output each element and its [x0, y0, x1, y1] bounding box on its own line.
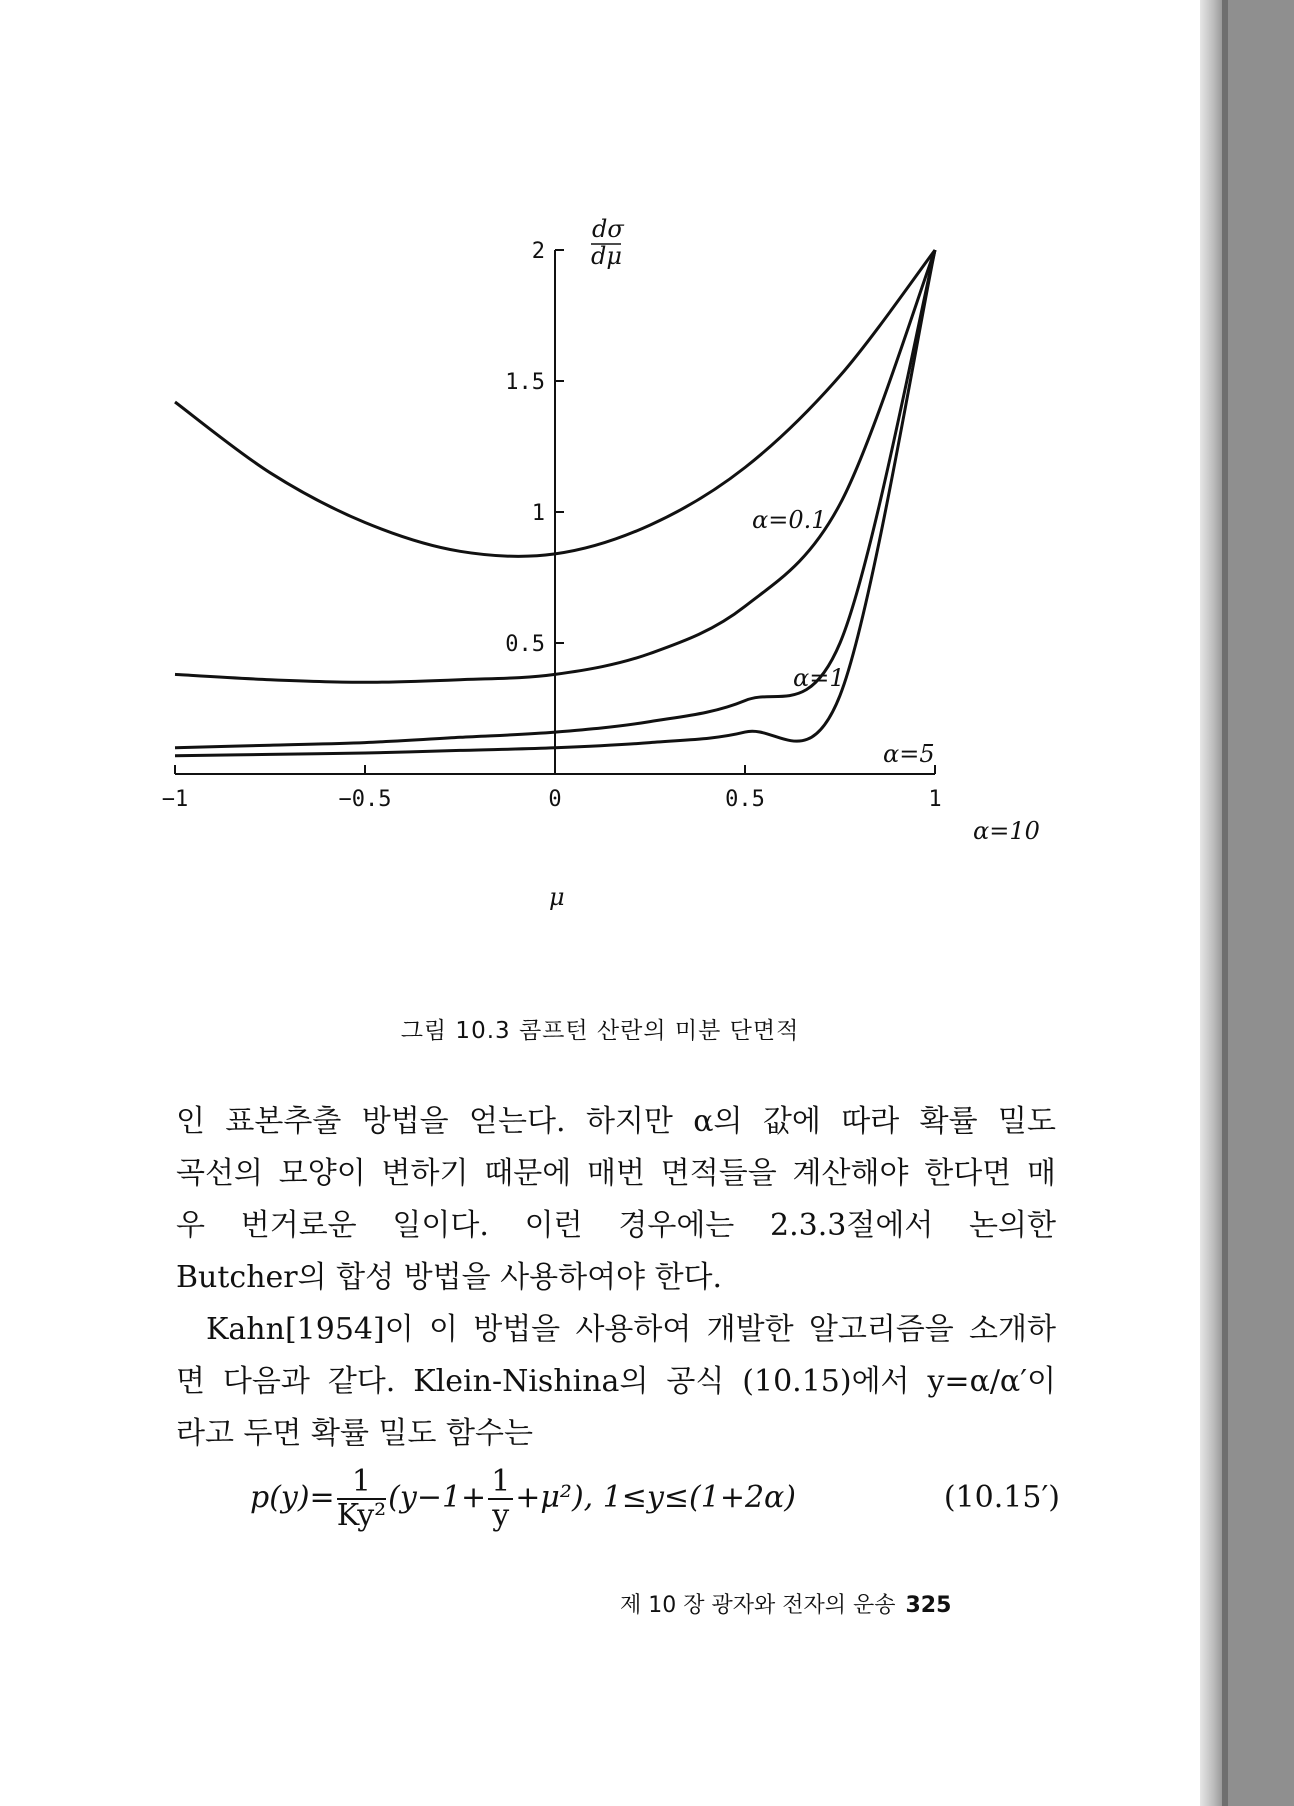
page-number: 325	[905, 1593, 952, 1618]
fraction-1-numerator: 1	[337, 1466, 386, 1500]
figure-caption: 그림 10.3 콤프턴 산란의 미분 단면적	[400, 1018, 800, 1044]
page-edge-border	[1222, 0, 1228, 1806]
fraction-2	[488, 1466, 513, 1532]
equation-mid: (y−1+	[388, 1480, 487, 1515]
curve-label-alpha-10: α=10	[973, 817, 1040, 845]
body-line: 라고 두면 확률 밀도 함수는	[176, 1416, 533, 1451]
body-line: 곡선의 모양이 변하기 때문에 매번 면적들을 계산해야 한다면 매	[176, 1156, 1056, 1191]
curve-label-alpha-5: α=5	[883, 740, 935, 768]
y-axis-label-denominator: dμ	[591, 242, 622, 270]
fraction-2-numerator: 1	[488, 1466, 513, 1500]
y-tick-label: 1	[531, 501, 545, 526]
running-chapter-title: 제 10 장 광자와 전자의 운송	[620, 1593, 896, 1618]
body-line: Butcher의 합성 방법을 사용하여야 한다.	[176, 1260, 723, 1295]
equation-lhs: p(y)=	[250, 1480, 335, 1515]
y-axis-label-numerator: dσ	[592, 215, 624, 243]
x-tick-label: 0.5	[725, 787, 765, 812]
x-axis-label: μ	[549, 883, 565, 911]
x-tick-label: 1	[928, 787, 942, 812]
figure-compton-cross-section	[155, 215, 1085, 970]
page-footer	[620, 1588, 951, 1619]
equation-body	[250, 1466, 796, 1532]
page-edge-shadow	[1200, 0, 1222, 1806]
fraction-2-denominator: y	[492, 1498, 510, 1533]
curve-label-alpha-0-1: α=0.1	[752, 506, 827, 534]
body-line: 면 다음과 같다. Klein-Nishina의 공식 (10.15)에서 y=α/α′이	[176, 1364, 1056, 1399]
fraction-1	[337, 1466, 386, 1532]
chart-labels	[549, 215, 1040, 911]
y-tick-label: 1.5	[505, 370, 545, 395]
chart-svg	[155, 215, 1085, 970]
y-tick-label: 0.5	[505, 632, 545, 657]
body-line: Kahn[1954]이 이 방법을 사용하여 개발한 알고리즘을 소개하	[206, 1312, 1056, 1347]
body-line: 인 표본추출 방법을 얻는다. 하지만 α의 값에 따라 확률 밀도	[176, 1104, 1056, 1139]
equation-number: (10.15′)	[943, 1480, 1060, 1515]
body-text	[176, 1096, 1056, 1460]
x-tick-label: −0.5	[338, 787, 392, 812]
equation-tail: +μ²), 1≤y≤(1+2α)	[515, 1480, 797, 1515]
x-tick-label: −1	[161, 787, 189, 812]
y-tick-label: 2	[531, 239, 545, 264]
equation-10-15-prime	[250, 1460, 1060, 1533]
fraction-1-denominator: Ky²	[336, 1498, 387, 1533]
body-line: 우 번거로운 일이다. 이런 경우에는 2.3.3절에서 논의한	[176, 1208, 1056, 1243]
curve-label-alpha-1: α=1	[793, 664, 845, 692]
x-tick-label: 0	[548, 787, 562, 812]
